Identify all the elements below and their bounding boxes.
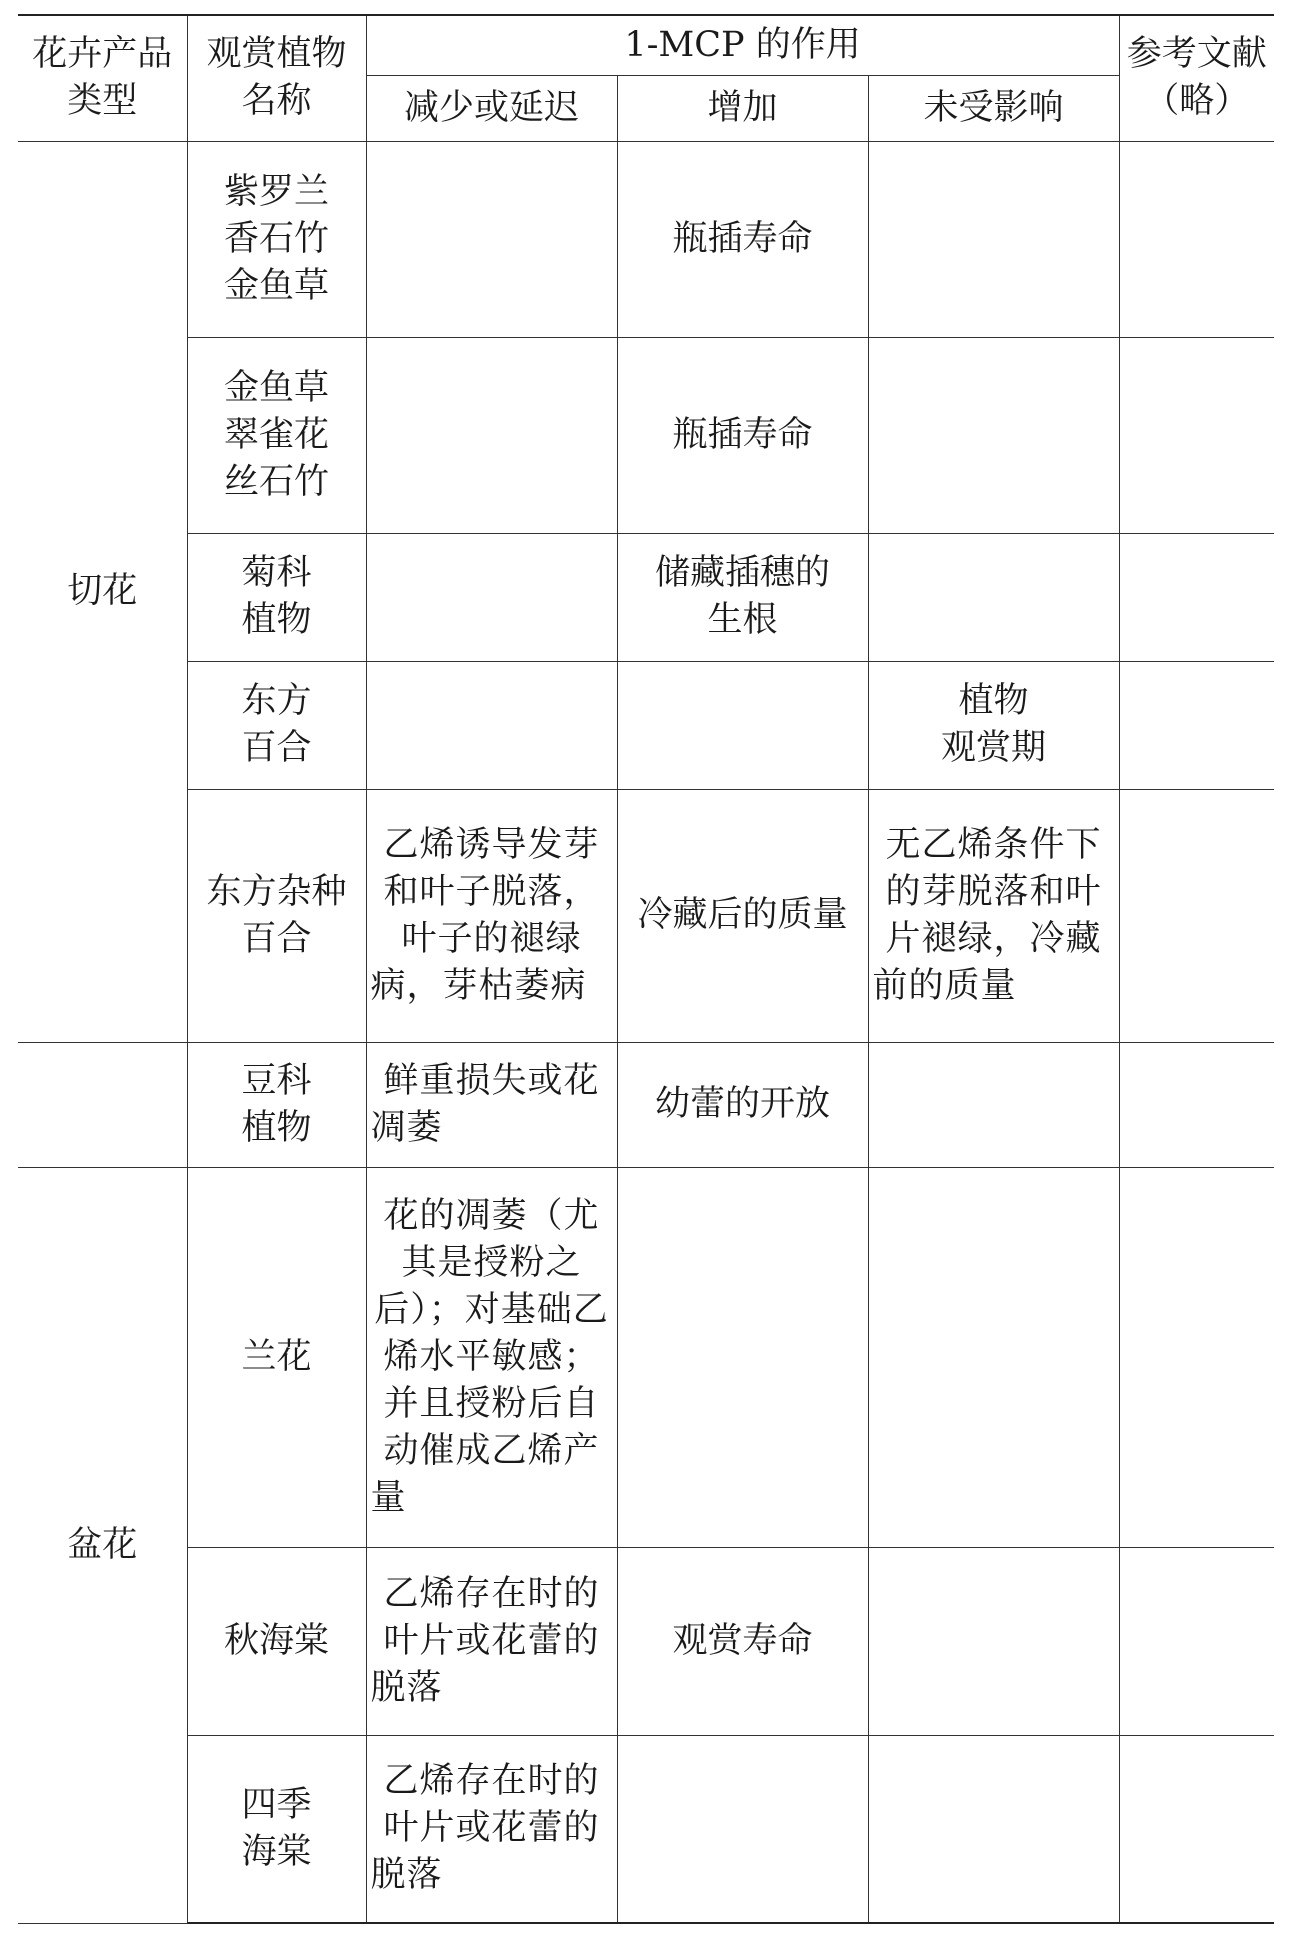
- plant-name-cell: 东方 百合: [187, 661, 366, 789]
- category-empty: [18, 1042, 187, 1167]
- plant-name-cell: 四季 海棠: [187, 1735, 366, 1923]
- increase-cell: 储藏插穗的 生根: [617, 533, 868, 661]
- unaffected-cell: [868, 533, 1119, 661]
- increase-cell: 瓶插寿命: [617, 141, 868, 337]
- reference-cell: [1119, 1042, 1274, 1167]
- header-row: [18, 15, 1274, 75]
- reference-cell: [1119, 661, 1274, 789]
- header-plant-name: 观赏植物 名称: [187, 15, 366, 141]
- table-row: [18, 1042, 1274, 1167]
- increase-cell: [617, 661, 868, 789]
- increase-cell: 幼蕾的开放: [617, 1042, 868, 1167]
- plant-name-cell: 秋海棠: [187, 1547, 366, 1735]
- mcp-effects-table: [18, 14, 1274, 1924]
- increase-cell: 冷藏后的质量: [617, 789, 868, 1042]
- unaffected-cell: [868, 141, 1119, 337]
- header-reference: 参考文献 （略）: [1119, 15, 1274, 141]
- unaffected-cell: 植物 观赏期: [868, 661, 1119, 789]
- reference-cell: [1119, 1735, 1274, 1923]
- table-row: [18, 533, 1274, 661]
- increase-cell: [617, 1735, 868, 1923]
- decrease-cell: 乙烯诱导发芽和叶子脱落，叶子的褪绿病，芽枯萎病: [366, 789, 617, 1042]
- plant-name-cell: 豆科 植物: [187, 1042, 366, 1167]
- decrease-cell: 花的凋萎（尤其是授粉之后）；对基础乙烯水平敏感；并且授粉后自动催成乙烯产量: [366, 1167, 617, 1547]
- unaffected-cell: [868, 1167, 1119, 1547]
- table-row: [18, 1547, 1274, 1735]
- decrease-cell: [366, 141, 617, 337]
- decrease-cell: 乙烯存在时的叶片或花蕾的脱落: [366, 1735, 617, 1923]
- reference-cell: [1119, 789, 1274, 1042]
- table-row: [18, 337, 1274, 533]
- decrease-cell: [366, 661, 617, 789]
- increase-cell: [617, 1167, 868, 1547]
- plant-name-cell: 东方杂种 百合: [187, 789, 366, 1042]
- plant-name-cell: 紫罗兰 香石竹 金鱼草: [187, 141, 366, 337]
- reference-cell: [1119, 337, 1274, 533]
- reference-cell: [1119, 1167, 1274, 1547]
- decrease-cell: [366, 533, 617, 661]
- unaffected-cell: 无乙烯条件下的芽脱落和叶片褪绿，冷藏前的质量: [868, 789, 1119, 1042]
- unaffected-cell: [868, 1735, 1119, 1923]
- table-row: [18, 1167, 1274, 1547]
- decrease-cell: 乙烯存在时的叶片或花蕾的脱落: [366, 1547, 617, 1735]
- plant-name-cell: 兰花: [187, 1167, 366, 1547]
- table-row: [18, 141, 1274, 337]
- header-category: 花卉产品 类型: [18, 15, 187, 141]
- table-row: [18, 661, 1274, 789]
- decrease-cell: [366, 337, 617, 533]
- table-row: [18, 789, 1274, 1042]
- plant-name-cell: 菊科 植物: [187, 533, 366, 661]
- header-effect-group: 1-MCP 的作用: [366, 15, 1119, 75]
- plant-name-cell: 金鱼草 翠雀花 丝石竹: [187, 337, 366, 533]
- decrease-cell: 鲜重损失或花凋萎: [366, 1042, 617, 1167]
- header-decrease: 减少或延迟: [366, 75, 617, 141]
- reference-cell: [1119, 533, 1274, 661]
- reference-cell: [1119, 1547, 1274, 1735]
- table-row: [18, 1735, 1274, 1923]
- header-increase: 增加: [617, 75, 868, 141]
- category-cut-flower: 切花: [18, 141, 187, 1042]
- category-pot-flower: 盆花: [18, 1167, 187, 1923]
- header-unaffected: 未受影响: [868, 75, 1119, 141]
- unaffected-cell: [868, 1547, 1119, 1735]
- unaffected-cell: [868, 337, 1119, 533]
- unaffected-cell: [868, 1042, 1119, 1167]
- increase-cell: 瓶插寿命: [617, 337, 868, 533]
- increase-cell: 观赏寿命: [617, 1547, 868, 1735]
- reference-cell: [1119, 141, 1274, 337]
